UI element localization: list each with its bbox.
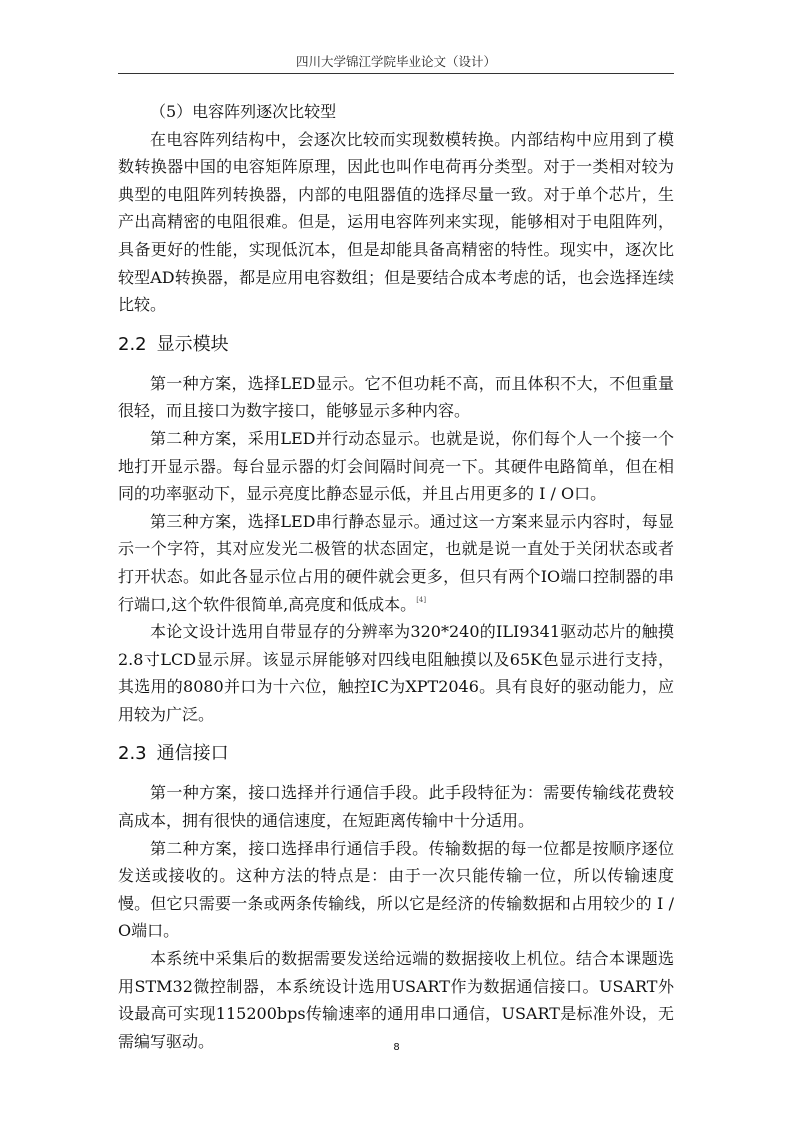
paragraph-text: 第三种方案，选择LED串行静态显示。通过这一方案来显示内容时，每显示一个字符，其对应发光二极管的状态固定，也就是说一直处于关闭状态或者打开状态。如此各显示位占用的硬件就会更多，但只有两个IO端口控制器的串行端口,这个软件很简单,高亮度和低成本。: [118, 511, 674, 614]
citation-reference: [4]: [416, 595, 427, 604]
page-body: [118, 98, 674, 1055]
section-heading-communication: [118, 739, 674, 769]
paragraph-display-option-1: 第一种方案，选择LED显示。它不但功耗不高，而且体积不大，不但重量很轻，而且接口为数字接口，能够显示多种内容。: [118, 373, 674, 421]
section-heading-display: [118, 330, 674, 360]
page-header-title: 四川大学锦江学院毕业论文（设计）: [295, 54, 496, 69]
paragraph-display-option-2: 第二种方案，采用LED并行动态显示。也就是说，你们每个人一个接一个地打开显示器。每台显示器的灯会间隔时间亮一下。其硬件电路简单，但在相同的功率驱动下，显示亮度比静态显示低，并且占用更多的 I / O口。: [118, 428, 674, 504]
paragraph-comm-option-1: 第一种方案，接口选择并行通信手段。此手段特征为：需要传输线花费较高成本，拥有很快的通信速度，在短距离传输中十分适用。: [118, 783, 674, 831]
page-number: 8: [393, 1042, 400, 1053]
section-title: 显示模块: [156, 333, 229, 355]
paragraph-display-selection: 本论文设计选用自带显存的分辨率为320*240的ILI9341驱动芯片的触摸2.8寸LCD显示屏。该显示屏能够对四线电阻触摸以及65K色显示进行支持，其选用的8080并口为十六位，触控IC为XPT2046。具有良好的驱动能力，应用较为广泛。: [118, 622, 674, 724]
paragraph-comm-option-2: 第二种方案，接口选择串行通信手段。传输数据的每一位都是按顺序逐位发送或接收的。这种方法的特点是：由于一次只能传输一位，所以传输速度慢。但它只需要一条或两条传输线，所以它是经济的传输数据和占用较少的 I / O端口。: [118, 838, 674, 941]
paragraph-capacitor-array: 在电容阵列结构中，会逐次比较而实现数模转换。内部结构中应用到了模数转换器中国的电容矩阵原理，因此也叫作电荷再分类型。对于一类相对较为典型的电阻阵列转换器，内部的电阻器值的选择尽量一致。对于单个芯片，生产出高精密的电阻很难。但是，运用电容阵列来实现，能够相对于电阻阵列，具备更好的性能，实现低沉本，但是却能具备高精密的特性。现实中，逐次比较型AD转换器，都是应用电容数组；但是要结合成本考虑的话，也会选择连续比较。: [118, 129, 674, 315]
section-number: 2.2: [118, 333, 147, 355]
section-number: 2.3: [118, 743, 147, 765]
header-divider: [118, 73, 674, 74]
paragraph-display-option-3: [118, 508, 674, 618]
paragraph-comm-selection: 本系统中采集后的数据需要发送给远端的数据接收上机位。结合本课题选用STM32微控制器，本系统设计选用USART作为数据通信接口。USART外设最高可实现115200bps传输速率的通用串口通信，USART是标准外设，无需编写驱动。: [118, 949, 674, 1051]
section-title: 通信接口: [156, 743, 229, 765]
subheading-capacitor-array: （5）电容阵列逐次比较型: [150, 102, 337, 121]
